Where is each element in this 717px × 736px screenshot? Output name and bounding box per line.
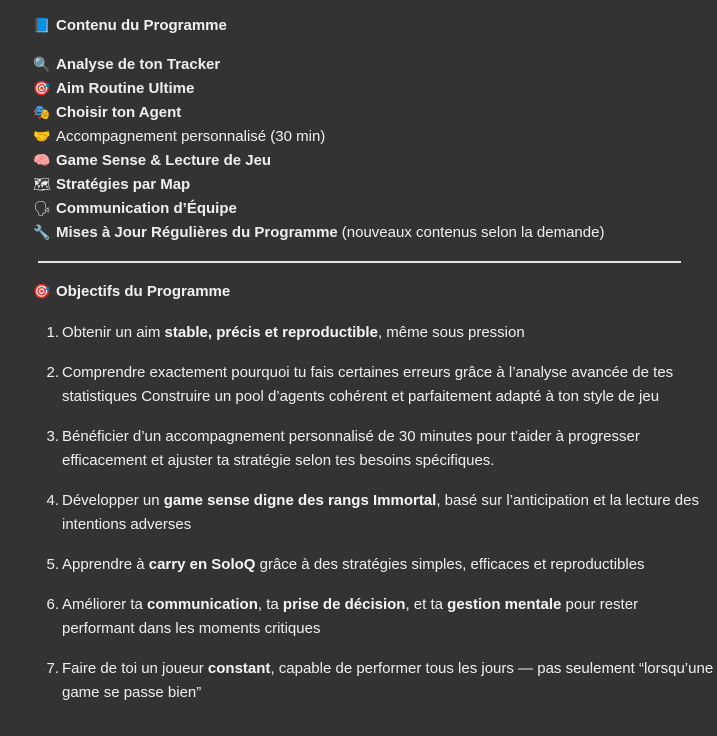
feature-label: Analyse de ton Tracker	[56, 56, 221, 73]
objective-text: Améliorer ta	[62, 596, 148, 613]
objective-text: Bénéficier d’un accompagnement personnalisé de 30 minutes pour t’aider à progresser efficacement et ajuster ta stratégie selon tes besoins spécifiques.	[62, 428, 640, 469]
objective-item	[46, 553, 714, 577]
objective-text: Obtenir un aim	[62, 324, 165, 341]
objective-item	[46, 321, 714, 345]
objective-text: Faire de toi un joueur	[62, 660, 208, 677]
objective-text: , même sous pression	[377, 324, 525, 341]
objective-text: Apprendre à	[62, 556, 149, 573]
objective-number: 4.	[46, 492, 59, 509]
feature-item	[33, 53, 683, 77]
objective-emphasis: communication	[147, 596, 258, 613]
performing-arts-masks-icon: 🎭	[33, 105, 51, 121]
brain-icon: 🧠	[33, 153, 51, 169]
feature-item	[33, 197, 683, 221]
feature-item	[33, 221, 683, 245]
feature-item	[33, 101, 683, 125]
objective-number: 2.	[46, 364, 59, 381]
objective-text: , capable de performer tous les jours — pas seulement “lorsqu’une game se passe bien”	[62, 660, 714, 701]
objective-number: 6.	[46, 596, 59, 613]
objective-text: grâce à des stratégies simples, efficaces et reproductibles	[255, 556, 645, 573]
objective-item	[46, 593, 714, 641]
objective-emphasis: carry en SoloQ	[148, 556, 256, 573]
program-document	[33, 14, 714, 701]
objective-number: 5.	[46, 556, 59, 573]
direct-hit-target-icon: 🎯	[33, 284, 51, 300]
content-section-title: Contenu du Programme	[56, 17, 227, 34]
feature-label: Stratégies par Map	[56, 176, 191, 193]
feature-item	[33, 125, 683, 149]
feature-label: Communication d’Équipe	[56, 200, 237, 217]
objective-number: 7.	[46, 660, 59, 677]
feature-label: Aim Routine Ultime	[56, 80, 195, 97]
objectives-list	[33, 321, 714, 721]
feature-item	[33, 77, 683, 101]
direct-hit-target-icon: 🎯	[33, 81, 51, 97]
objective-emphasis: gestion mentale	[447, 596, 562, 613]
world-map-icon: 🗺	[33, 177, 51, 193]
blue-book-icon: 📘	[33, 18, 51, 34]
wrench-icon: 🔧	[33, 225, 51, 241]
feature-item	[33, 149, 683, 173]
objective-emphasis: constant	[207, 660, 271, 677]
objective-text: Comprendre exactement pourquoi tu fais certaines erreurs grâce à l’analyse avancée de tes statistiques Construire un pool d’agents cohérent et parfaitement adapté à ton style de jeu	[62, 364, 674, 405]
objective-text: , ta	[257, 596, 283, 613]
objectives-section-title: Objectifs du Programme	[56, 283, 231, 300]
objective-text: Développer un	[62, 492, 164, 509]
speaking-head-icon: 🗣	[33, 201, 51, 217]
objective-item	[46, 425, 714, 473]
objective-number: 1.	[46, 324, 59, 341]
objective-text: , et ta	[405, 596, 448, 613]
objective-emphasis: game sense digne des rangs Immortal	[163, 492, 437, 509]
features-list	[33, 53, 683, 245]
feature-note: (nouveaux contenus selon la demande)	[341, 224, 605, 241]
feature-label: Mises à Jour Régulières du Programme	[56, 224, 338, 241]
section-divider	[38, 261, 681, 263]
objective-item	[46, 361, 714, 409]
feature-label: Game Sense & Lecture de Jeu	[56, 152, 272, 169]
handshake-icon: 🤝	[33, 129, 51, 145]
objective-emphasis: prise de décision	[282, 596, 406, 613]
objective-number: 3.	[46, 428, 59, 445]
feature-label: Accompagnement personnalisé (30 min)	[56, 128, 326, 145]
objective-emphasis: stable, précis et reproductible	[164, 324, 378, 341]
objective-text: , basé sur l’anticipation et la lecture des intentions adverses	[62, 492, 699, 533]
objectives-section-heading	[33, 280, 230, 304]
objective-item	[46, 489, 714, 537]
feature-item	[33, 173, 683, 197]
magnifying-glass-icon: 🔍	[33, 57, 51, 73]
content-section-heading	[33, 14, 683, 38]
feature-label: Choisir ton Agent	[56, 104, 182, 121]
objective-text: pour rester performant dans les moments critiques	[62, 596, 639, 637]
objective-item	[46, 657, 714, 705]
